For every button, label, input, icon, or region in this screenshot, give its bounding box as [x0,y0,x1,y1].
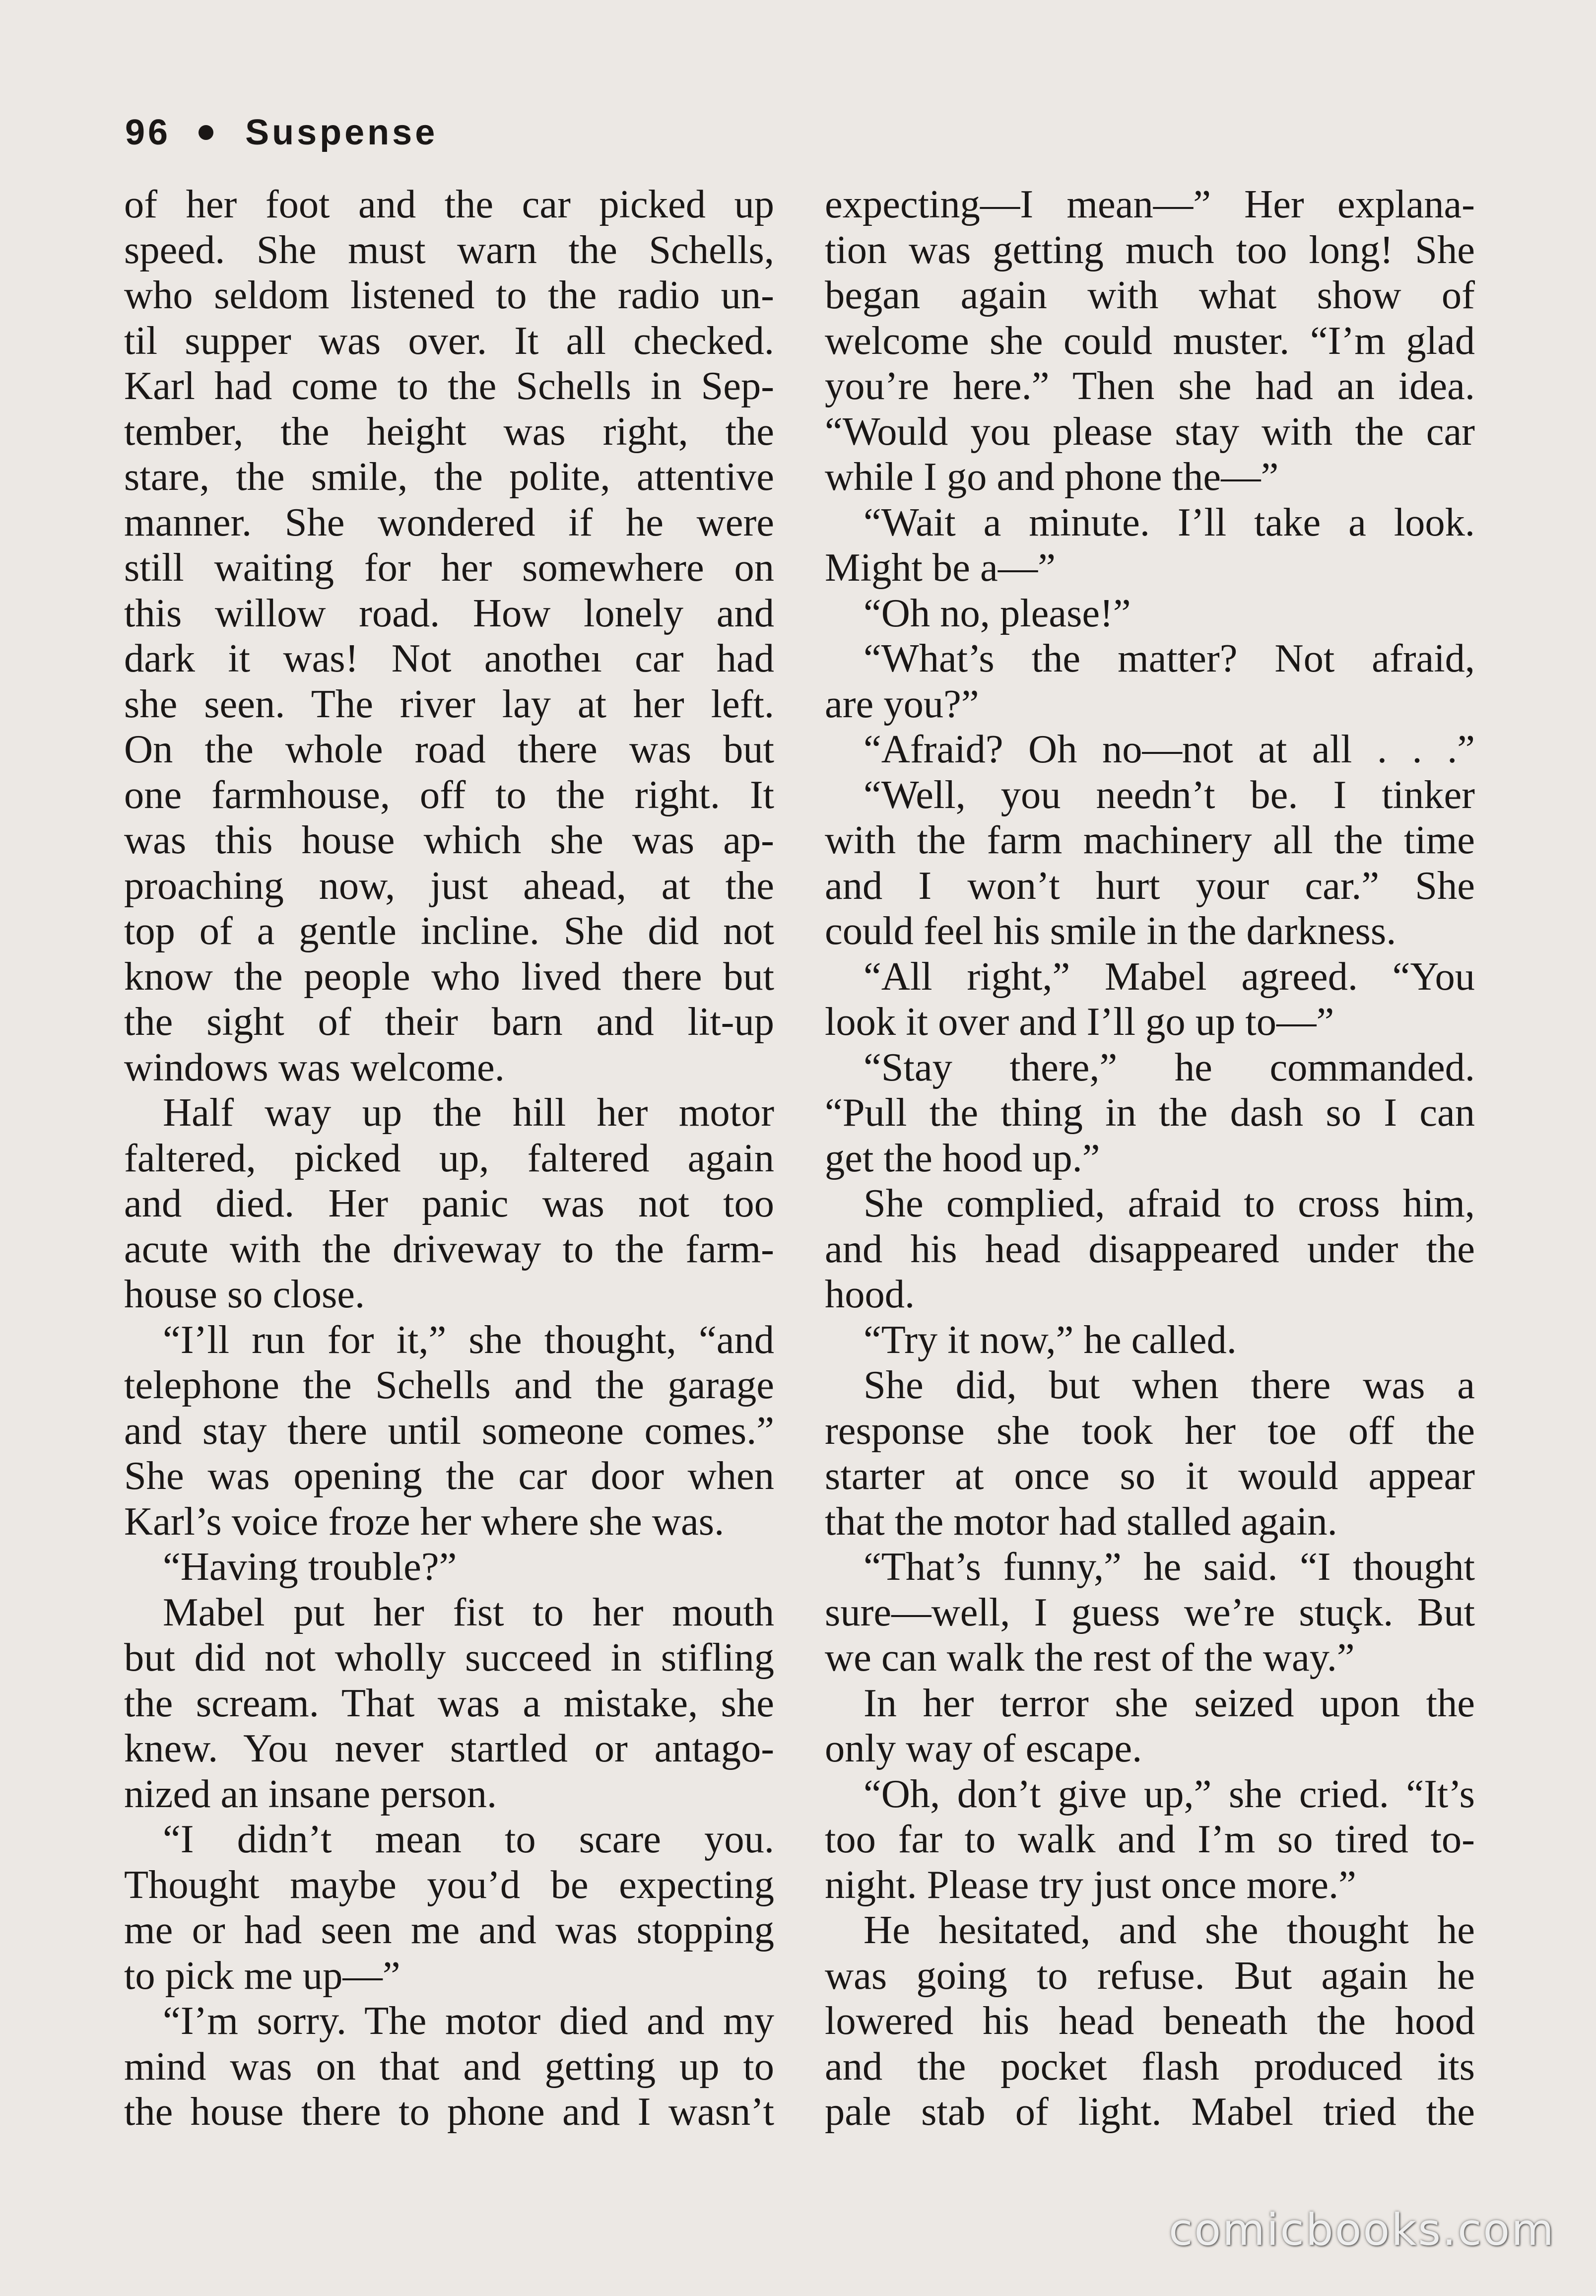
text-line: mind was on that and getting up to [124,2044,774,2089]
text-line: She was opening the car door when [124,1454,774,1498]
text-line: pale stab of light. Mabel tried the [825,2090,1475,2134]
text-line: too far to walk and I’m so tired to- [825,1817,1475,1861]
text-line: “I’m sorry. The motor died and my [163,1999,774,2043]
text-line: began again with what show of [825,273,1475,317]
text-line: “Oh no, please!” [864,591,1131,635]
text-line: faltered, picked up, faltered again [124,1136,774,1180]
text-line: she seen. The river lay at her left. [124,681,774,726]
text-line: Mabel put her fist to her mouth [163,1590,774,1634]
text-line: night. Please try just once more.” [825,1862,1356,1907]
text-line: and died. Her panic was not too [124,1181,774,1225]
text-line: of her foot and the car picked up [124,182,774,226]
text-line: “That’s funny,” he said. “I thought [864,1545,1475,1589]
text-line: with the farm machinery all the time [825,818,1475,862]
text-line: who seldom listened to the radio un- [124,273,774,317]
text-line: “Oh, don’t give up,” she cried. “It’s [864,1771,1475,1816]
text-line: and stay there until someone comes.” [124,1408,774,1453]
text-line: expecting—I mean—” Her explana- [825,182,1475,226]
text-line: “All right,” Mabel agreed. “You [864,954,1475,999]
text-line: was going to refuse. But again he [825,1953,1475,1998]
text-line: “Stay there,” he commanded. [864,1045,1475,1089]
text-line: are you?” [825,681,979,726]
text-line: Karl had come to the Schells in Sep- [124,364,774,408]
text-line: “Would you please stay with the car [825,409,1475,454]
text-line: the scream. That was a mistake, she [124,1681,774,1725]
text-line: Might be a—” [825,545,1056,590]
text-line: knew. You never startled or antago- [124,1726,774,1770]
text-line: til supper was over. It all checked. [124,318,774,363]
text-line: “Having trouble?” [163,1545,457,1589]
text-line: me or had seen me and was stopping [124,1908,774,1952]
text-line: hood. [825,1272,915,1316]
watermark: comicbooks.com [1168,2204,1555,2255]
text-line: top of a gentle incline. She did not [124,909,774,953]
text-line: and I won’t hurt your car.” She [825,863,1475,908]
text-line: was this house which she was ap- [124,818,774,862]
text-line: Thought maybe you’d be expecting [124,1862,774,1907]
right-text-column [825,182,1475,2135]
text-line: sure—well, I guess we’re stuçk. But [825,1590,1475,1634]
text-line: proaching now, just ahead, at the [124,863,774,908]
text-line: look it over and I’ll go up to—” [825,1000,1334,1044]
text-line: “Pull the thing in the dash so I can [825,1090,1475,1135]
page-number: 96 [125,113,171,152]
text-line: “I’ll run for it,” she thought, “and [163,1317,774,1362]
text-line: She did, but when there was a [864,1363,1475,1407]
text-line: Half way up the hill her motor [163,1090,774,1135]
text-line: speed. She must warn the Schells, [124,227,774,272]
text-line: acute with the driveway to the farm- [124,1226,774,1271]
text-line: know the people who lived there but [124,954,774,999]
text-line: tember, the height was right, the [124,409,774,454]
bullet-icon [199,125,213,140]
text-line: the house there to phone and I wasn’t [124,2090,774,2134]
text-line: and his head disappeared under the [825,1226,1475,1271]
text-line: stare, the smile, the polite, attentive [124,455,774,499]
text-line: you’re here.” Then she had an idea. [825,364,1475,408]
text-line: tion was getting much too long! She [825,227,1475,272]
text-line: “Wait a minute. I’ll take a look. [864,500,1475,544]
text-line: get the hood up.” [825,1136,1100,1180]
text-line: telephone the Schells and the garage [124,1363,774,1407]
text-line: He hesitated, and she thought he [864,1908,1475,1952]
text-line: “Afraid? Oh no—not at all . . .” [864,727,1475,771]
text-line: that the motor had stalled again. [825,1499,1337,1544]
text-line: one farmhouse, off to the right. It [124,772,774,817]
text-line: lowered his head beneath the hood [825,1999,1475,2043]
text-line: house so close. [124,1272,365,1316]
text-line: She complied, afraid to cross him, [864,1181,1475,1225]
left-text-column [124,182,774,2135]
text-line: On the whole road there was but [124,727,774,771]
text-line: dark it was! Not anotheı car had [124,636,774,680]
text-line: “Well, you needn’t be. I tinker [864,772,1475,817]
text-line: this willow road. How lonely and [124,591,774,635]
text-line: could feel his smile in the darkness. [825,909,1396,953]
text-line: manner. She wondered if he were [124,500,774,544]
text-line: “Try it now,” he called. [864,1317,1237,1362]
text-line: we can walk the rest of the way.” [825,1635,1355,1680]
text-line: the sight of their barn and lit-up [124,1000,774,1044]
text-line: and the pocket flash produced its [825,2044,1475,2089]
text-line: “What’s the matter? Not afraid, [864,636,1475,680]
text-line: In her terror she seized upon the [864,1681,1475,1725]
text-line: but did not wholly succeed in stifling [124,1635,774,1680]
text-line: Karl’s voice froze her where she was. [124,1499,725,1544]
text-line: nized an insane person. [124,1771,497,1816]
text-line: “I didn’t mean to scare you. [163,1817,774,1861]
text-line: windows was welcome. [124,1045,505,1089]
text-line: starter at once so it would appear [825,1454,1475,1498]
text-line: only way of escape. [825,1726,1142,1770]
text-line: welcome she could muster. “I’m glad [825,318,1475,363]
text-line: while I go and phone the—” [825,455,1279,499]
text-line: response she took her toe off the [825,1408,1475,1453]
text-line: to pick me up—” [124,1953,400,1998]
section-title: Suspense [245,113,438,152]
text-line: still waiting for her somewhere on [124,545,774,590]
running-header [125,112,438,153]
